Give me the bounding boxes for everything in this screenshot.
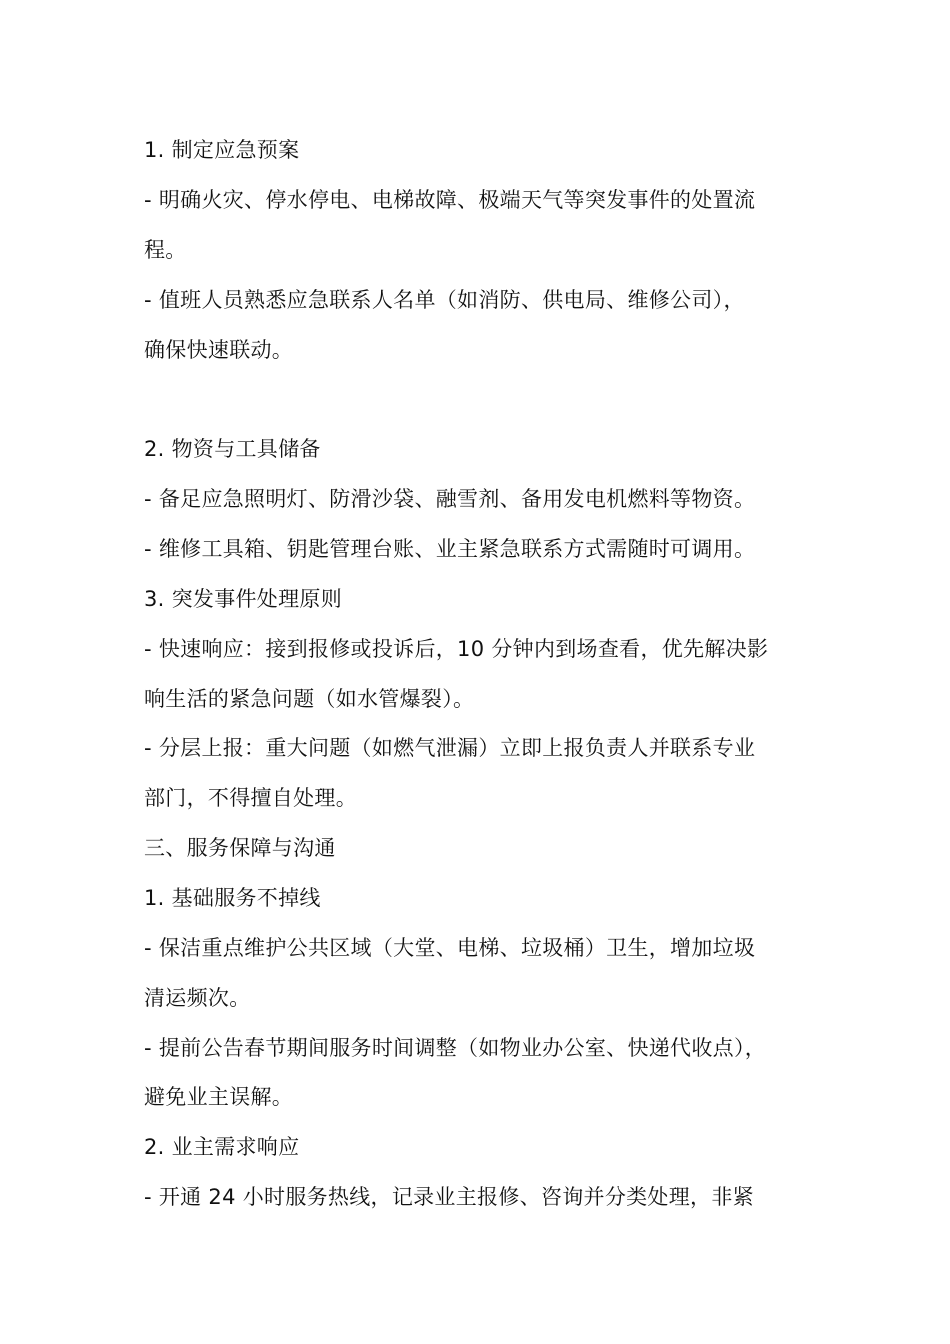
body-text-line: 清运频次。 bbox=[144, 986, 251, 1010]
chapter-heading: 三、服务保障与沟通 bbox=[144, 836, 336, 860]
body-text-line: - 备足应急照明灯、防滑沙袋、融雪剂、备用发电机燃料等物资。 bbox=[144, 487, 756, 511]
body-text-line: - 分层上报：重大问题（如燃气泄漏）立即上报负责人并联系专业 bbox=[144, 736, 756, 760]
body-text-line: - 快速响应：接到报修或投诉后，10 分钟内到场查看，优先解决影 bbox=[144, 637, 769, 661]
body-text-line: 部门，不得擅自处理。 bbox=[144, 786, 357, 810]
section-heading: 2. 物资与工具储备 bbox=[144, 437, 321, 461]
section-heading: 1. 制定应急预案 bbox=[144, 138, 300, 162]
body-text-line: - 明确火灾、停水停电、电梯故障、极端天气等突发事件的处置流 bbox=[144, 188, 756, 212]
body-text-line: - 值班人员熟悉应急联系人名单（如消防、供电局、维修公司）， bbox=[144, 288, 745, 312]
body-text-line: - 维修工具箱、钥匙管理台账、业主紧急联系方式需随时可调用。 bbox=[144, 537, 756, 561]
body-text-line: 程。 bbox=[144, 238, 187, 262]
body-text-line: - 保洁重点维护公共区域（大堂、电梯、垃圾桶）卫生，增加垃圾 bbox=[144, 936, 756, 960]
section-heading: 2. 业主需求响应 bbox=[144, 1135, 300, 1159]
body-text-line: 避免业主误解。 bbox=[144, 1085, 294, 1109]
section-heading: 1. 基础服务不掉线 bbox=[144, 886, 321, 910]
body-text-line: 响生活的紧急问题（如水管爆裂）。 bbox=[144, 687, 475, 711]
body-text-line: - 开通 24 小时服务热线，记录业主报修、咨询并分类处理，非紧 bbox=[144, 1185, 754, 1209]
body-text-line: 确保快速联动。 bbox=[144, 338, 294, 362]
section-heading: 3. 突发事件处理原则 bbox=[144, 587, 343, 611]
body-text-line: - 提前公告春节期间服务时间调整（如物业办公室、快递代收点）， bbox=[144, 1036, 767, 1060]
